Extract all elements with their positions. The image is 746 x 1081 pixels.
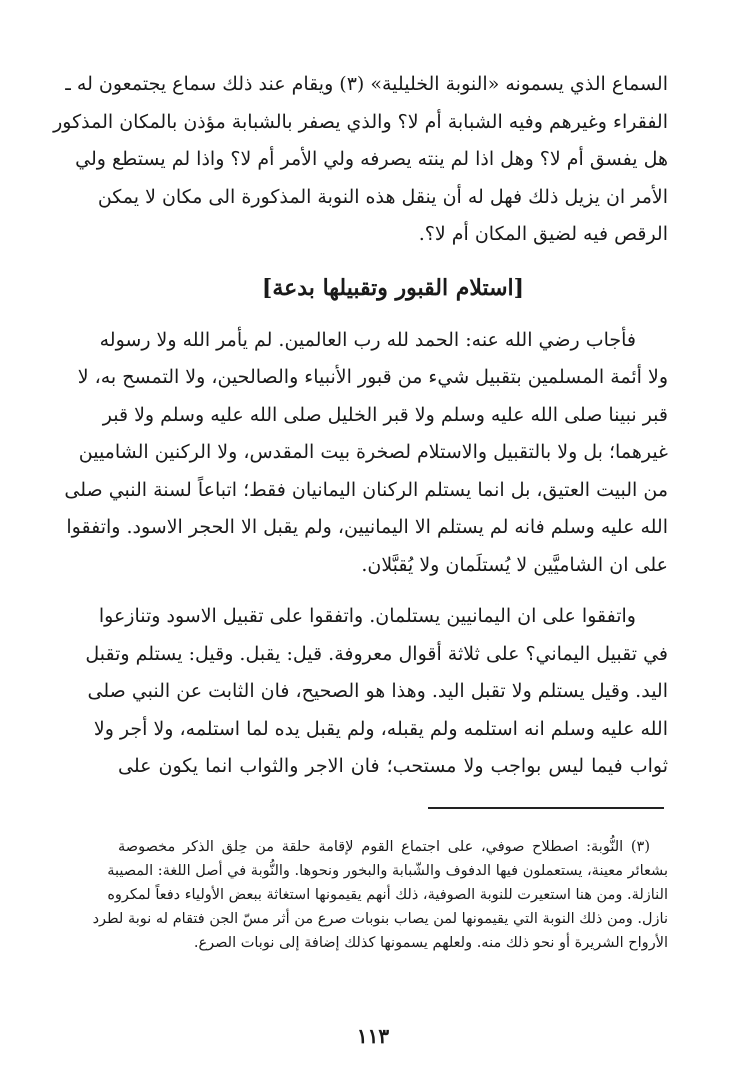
footnote-line: النازلة. ومن هنا استعيرت للنوبة الصوفية، ذلك أنهم يقيمونها استغاثة ببعض الأولياء دفعاً لمكروه — [107, 887, 668, 903]
text-line: الفقراء وغيرهم وفيه الشبابة أم لا؟ والذي يصفر بالشبابة مؤذن بالمكان المذكور — [53, 110, 668, 133]
footnote-line: (٣) النُّوبة: اصطلاح صوفي، على اجتماع القوم لإقامة حلقة من حِلق الذكر مخصوصة — [118, 839, 650, 855]
text-line: فأجاب رضي الله عنه: الحمد لله رب العالمين. لم يأمر الله ولا رسوله — [99, 328, 636, 351]
text-line: من البيت العتيق، بل انما يستلم الركنان اليمانيان فقط؛ اتباعاً لسنة النبي صلى — [64, 478, 668, 501]
text-line: ولا أئمة المسلمين بتقبيل شيء من قبور الأنبياء والصالحين، ولا التمسح به، لا — [77, 366, 668, 388]
text-line: غيرهما؛ بل ولا بالتقبيل والاستلام لصخرة بيت المقدس، ولا الركنين الشاميين — [78, 441, 668, 463]
footnote-separator — [428, 807, 664, 809]
text-line: الأمر ان يزيل ذلك فهل له أن ينقل هذه النوبة المذكورة الى مكان لا يمكن — [97, 185, 668, 208]
text-line: واتفقوا على ان اليمانيين يستلمان. واتفقوا على تقبيل الاسود وتنازعوا — [98, 605, 636, 627]
text-line: الله عليه وسلم فانه لم يستلم الا اليمانيين، ولم يقبل الا الحجر الاسود. واتفقوا — [66, 516, 668, 538]
section-heading: [استلام القبور وتقبيلها بدعة] — [261, 274, 525, 301]
paragraph-agreement — [85, 598, 668, 786]
paragraph-question — [53, 66, 668, 254]
text-line: اليد. وقيل يستلم ولا تقبل اليد. وهذا هو الصحيح، فان الثابت عن النبي صلى — [87, 680, 668, 702]
text-line: الرقص فيه لضيق المكان أم لا؟. — [418, 223, 668, 245]
main-text — [53, 66, 668, 786]
text-line: على ان الشاميَّين لا يُستلَمان ولا يُقبَّلان. — [361, 553, 668, 576]
footnote-block — [92, 835, 668, 955]
text-line: هل يفسق أم لا؟ وهل اذا لم ينته يصرفه ولي الأمر أم لا؟ واذا لم يستطع ولي — [75, 148, 668, 170]
text-line: السماع الذي يسمونه «النوبة الخليلية» (٣) ويقام عند ذلك سماع يجتمعون له ـ — [65, 73, 668, 95]
paragraph-answer — [64, 322, 668, 585]
text-line: الله عليه وسلم انه استلمه ولم يقبله، ولم يقبل يده لما استلمه، ولا أجر ولا — [93, 717, 668, 740]
footnote-line: بشعائر معينة، يستعملون فيها الدفوف والشّبابة والبخور ونحوها. والنُّوبة في أصل اللغة: المصيبة — [107, 863, 668, 879]
text-line: ثواب فيما ليس بواجب ولا مستحب؛ فان الاجر والثواب انما يكون على — [118, 755, 668, 777]
text-line: في تقبيل اليماني؟ على ثلاثة أقوال معروفة. قيل: يقبل. وقيل: يستلم وتقبل — [85, 642, 668, 665]
footnote-line: الأرواح الشريرة أو نحو ذلك منه. ولعلهم يسمونها كذلك إضافة إلى نوبات الصرع. — [193, 935, 668, 951]
page-number: ١١٣ — [356, 1024, 390, 1048]
text-line: قبر نبينا صلى الله عليه وسلم ولا قبر الخليل صلى الله عليه وسلم ولا قبر — [102, 403, 668, 426]
footnote-line: نازل. ومن ذلك النوبة التي يقيمونها لمن يصاب بنوبات صرع من أثر مسّ الجن فتقام له نوبة لطرد — [92, 911, 668, 927]
